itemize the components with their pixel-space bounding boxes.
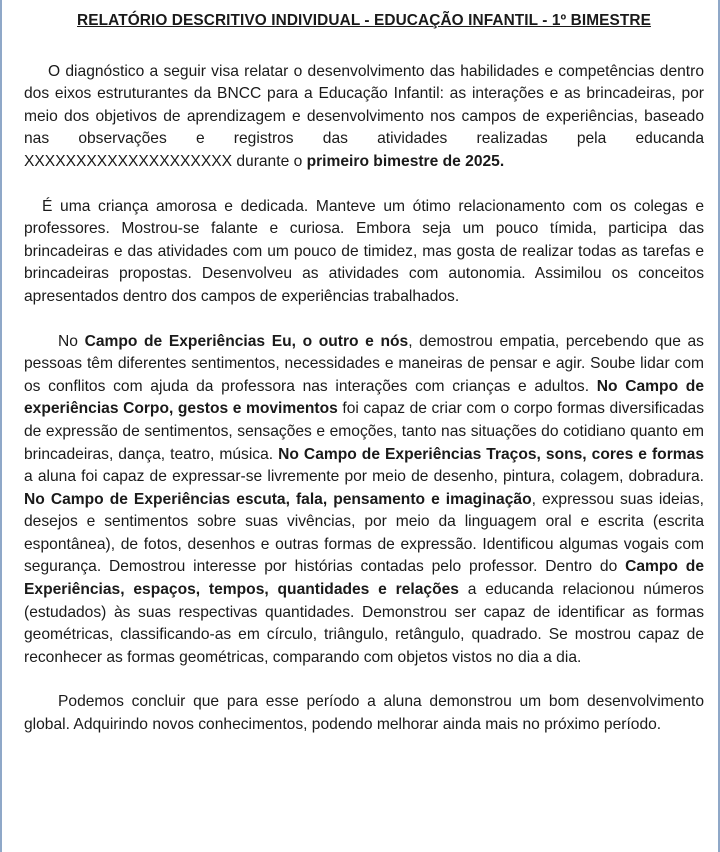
field-escuta-fala: No Campo de Experiências escuta, fala, pensamento e imaginação (24, 490, 532, 508)
fields-text-4: , expressou suas ideias, desejos e sentimentos sobre suas vivências, por meio da linguagem oral e escrita (escrita espontânea), de fotos, desenhos e outras formas de expressão. Identificou algumas vogais com segurança. Demostrou interesse por histórias contadas pelo professor. Dentro do (24, 490, 704, 576)
fields-text-2: foi capaz de criar com o corpo formas diversificadas de expressão de sentimentos, sensações e emoções, tanto nas situações do cotidiano quanto em brincadeiras, dança, teatro, música. (24, 400, 704, 463)
fields-text-5: a educanda relacionou números (estudados) às suas respectivas quantidades. Demonstrou ser capaz de identificar as formas geométricas, classificando-as em círculo, triângulo, retângulo, quadrado. Se mostrou capaz de reconhecer as formas geométricas, comparando com objetos vistos no dia a dia. (24, 581, 704, 666)
field-eu-outro-nos: Campo de Experiências Eu, o outro e nós (84, 332, 409, 350)
field-tracos-sons: No Campo de Experiências Traços, sons, cores e formas (278, 445, 704, 463)
paragraph-fields (24, 331, 704, 670)
fields-text-0: No (58, 332, 85, 350)
paragraph-diagnostic (24, 61, 704, 174)
bimester-period: primeiro bimestre de 2025 (306, 152, 500, 170)
fields-text-3: a aluna foi capaz de expressar-se livremente por meio de desenho, pintura, colagem, dobradura. (24, 468, 704, 486)
report-title: RELATÓRIO DESCRITIVO INDIVIDUAL - EDUCAÇÃO INFANTIL - 1º BIMESTRE (77, 12, 651, 29)
field-corpo-gestos: No Campo de experiências Corpo, gestos e movimentos (24, 377, 705, 418)
paragraph-behavior: É uma criança amorosa e dedicada. Manteve um ótimo relacionamento com os colegas e professores. Mostrou-se falante e curiosa. Embora seja um pouco tímida, participa das brincadeiras e das atividades com um pouco de timidez, mas gosta de realizar todas as tarefas e brincadeiras propostas. Desenvolveu as atividades com autonomia. Assimilou os conceitos apresentados dentro dos campos de experiências trabalhados. (24, 197, 704, 305)
fields-text-1: , demostrou empatia, percebendo que as pessoas têm diferentes sentimentos, necessidades e maneiras de pensar e agir. Soube lidar com os conflitos com ajuda da professora nas interações com crianças e adultos. (24, 332, 704, 395)
diagnostic-text: O diagnóstico a seguir visa relatar o desenvolvimento das habilidades e competências dentro dos eixos estruturantes da BNCC para a Educação Infantil: as interações e as brincadeiras, por meio dos objetivos de aprendizagem e desenvolvimento nos campos de experiências, baseado nas observações e registros das atividades realizadas pela educanda XXXXXXXXXXXXXXXXXXXX durante o (24, 62, 704, 170)
field-espacos-tempos: Campo de Experiências, espaços, tempos, quantidades e relações (24, 558, 704, 599)
period-end: . (499, 152, 505, 170)
paragraph-conclusion: Podemos concluir que para esse período a aluna demonstrou um bom desenvolvimento global. Adquirindo novos conhecimentos, podendo melhorar ainda mais no próximo período. (24, 693, 704, 734)
